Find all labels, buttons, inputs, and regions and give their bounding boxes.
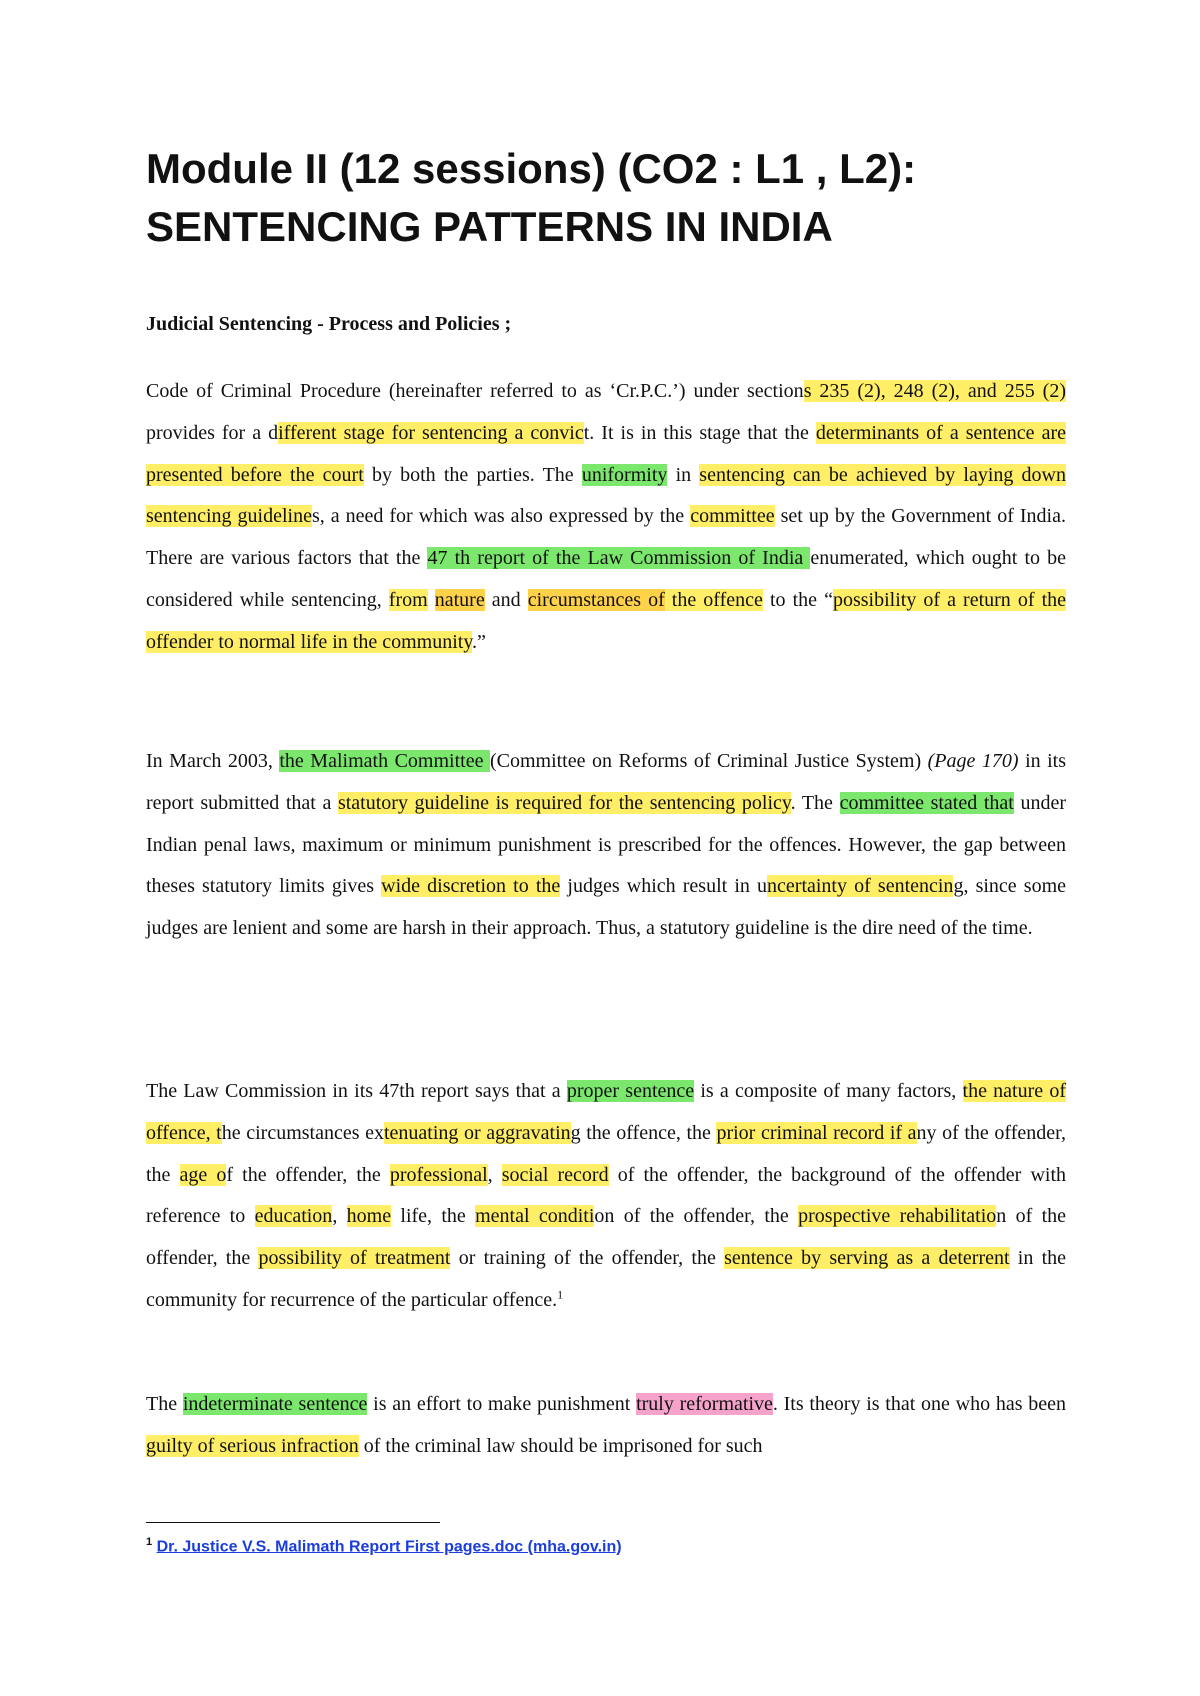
text-run: ny of the offender, the	[146, 1121, 1066, 1186]
text-run: (Committee on Reforms of Criminal Justice System)	[489, 750, 928, 772]
text-run: . Its theory is that one who has been	[772, 1393, 1067, 1415]
footnote-link[interactable]: Dr. Justice V.S. Malimath Report First pages.doc (mha.gov.in)	[156, 1538, 622, 1556]
text-run: (Page 170)	[927, 750, 1019, 772]
footnote-number: 1	[146, 1536, 153, 1548]
text-run: in	[667, 463, 700, 486]
text-run: enumerated, which ought to be considered while sentencing,	[146, 547, 1067, 611]
highlighted-text: wide discretion to the	[381, 875, 561, 898]
highlighted-text: possibility of treatment	[258, 1247, 451, 1270]
highlighted-text: education	[254, 1205, 333, 1228]
text-run: f the offender, the	[226, 1163, 390, 1186]
paragraph	[146, 1384, 1066, 1468]
text-run: s, a need for which was also expressed by the	[311, 505, 691, 528]
highlighted-text: professional	[389, 1163, 488, 1186]
text-run: and	[484, 588, 528, 611]
footnote-divider	[146, 1522, 440, 1523]
text-run: In March 2003,	[146, 750, 280, 772]
highlighted-text: tenuating or aggravatin	[383, 1121, 571, 1144]
highlighted-text: committee	[690, 505, 775, 528]
highlighted-text: prospective rehabilitatio	[798, 1205, 997, 1228]
footnote	[146, 1536, 622, 1556]
highlighted-text: possibility of a return of the offender to normal life in the community	[146, 588, 1067, 653]
highlighted-text: mental conditi	[475, 1205, 595, 1228]
highlighted-text: 47 th report of the Law Commission of India	[427, 547, 811, 570]
highlighted-text: home	[346, 1205, 392, 1228]
highlighted-text: age o	[179, 1163, 227, 1186]
title-line-2: SENTENCING PATTERNS IN INDIA	[146, 203, 833, 250]
highlighted-text: committee stated that	[839, 791, 1014, 814]
text-run: g the offence, the	[570, 1121, 717, 1144]
section-subheading: Judicial Sentencing - Process and Policies ;	[146, 313, 512, 335]
highlighted-text: the nature of offence, t	[146, 1080, 1066, 1144]
text-run: of the criminal law should be imprisoned for such	[358, 1434, 763, 1457]
text-run: judges which result in u	[560, 875, 768, 898]
paragraph	[146, 741, 1066, 950]
highlighted-text: guilty of serious infraction	[146, 1434, 359, 1457]
footnote-reference: 1	[557, 1287, 564, 1302]
text-run: The Law Commission in its 47th report says that a	[146, 1080, 567, 1102]
text-run: t. It is in this stage that the	[583, 421, 816, 444]
paragraph	[146, 371, 1066, 664]
page-title	[146, 140, 1106, 256]
text-run	[428, 589, 435, 611]
text-run: ,	[487, 1163, 502, 1186]
highlighted-text: social record	[501, 1163, 609, 1186]
text-run: . The	[790, 791, 840, 814]
title-line-1: Module II (12 sessions) (CO2 : L1 , L2):	[146, 145, 917, 192]
text-run: Code of Criminal Procedure (hereinafter referred to as ‘Cr.P.C.’) under section	[146, 380, 804, 402]
highlighted-text: indeterminate sentence	[182, 1393, 368, 1415]
text-run: in its report submitted that a	[146, 750, 1067, 814]
text-run: .”	[472, 630, 486, 653]
highlighted-text: circumstances of	[527, 588, 665, 611]
highlighted-text: ifferent stage for sentencing a convic	[278, 421, 584, 444]
highlighted-text: the Malimath Committee	[279, 750, 490, 772]
text-run: in the community for recurrence of the particular offence.	[146, 1247, 1066, 1311]
text-run: The	[146, 1393, 183, 1415]
highlighted-text: ncertainty of sentencin	[767, 875, 954, 898]
text-run: ,	[332, 1205, 347, 1228]
highlighted-text: statutory guideline is required for the sentencing policy	[337, 791, 791, 814]
text-run: of the offender, the background of the offender with reference to	[146, 1163, 1066, 1228]
paragraph	[146, 1071, 1066, 1322]
highlighted-text: truly reformative	[636, 1393, 773, 1415]
text-run: under Indian penal laws, maximum or minimum punishment is prescribed for the offences. However, the gap between theses statutory limits gives	[146, 791, 1066, 898]
highlighted-text: prior criminal record if a	[716, 1121, 917, 1144]
text-run: by both the parties. The	[363, 463, 582, 486]
text-run: n of the offender, the	[146, 1205, 1066, 1270]
highlighted-text: sentence by serving as a deterrent	[724, 1247, 1010, 1270]
highlighted-text: the offence	[664, 588, 763, 611]
text-run: to the “	[762, 588, 833, 611]
highlighted-text: s 235 (2), 248 (2), and 255 (2)	[803, 380, 1066, 402]
text-run: g, since some judges are lenient and some are harsh in their approach. Thus, a statutory guideline is the dire need of the time.	[146, 875, 1067, 940]
highlighted-text: uniformity	[581, 463, 668, 486]
highlighted-text: sentencing can be achieved by laying down sentencing guideline	[146, 463, 1066, 528]
text-run: is a composite of many factors,	[694, 1080, 963, 1102]
text-run: set up by the Government of India. There are various factors that the	[146, 505, 1066, 570]
highlighted-text: determinants of a sentence are presented before the court	[146, 421, 1066, 486]
text-run: on of the offender, the	[594, 1205, 799, 1228]
highlighted-text: proper sentence	[566, 1080, 695, 1102]
text-run: provides for a d	[146, 421, 279, 444]
text-run: is an effort to make punishment	[367, 1393, 637, 1415]
highlighted-text: nature	[434, 588, 485, 611]
text-run: he circumstances ex	[221, 1121, 384, 1144]
highlighted-text: from	[388, 588, 428, 611]
text-run: or training of the offender, the	[450, 1247, 725, 1270]
text-run: life, the	[391, 1205, 476, 1228]
